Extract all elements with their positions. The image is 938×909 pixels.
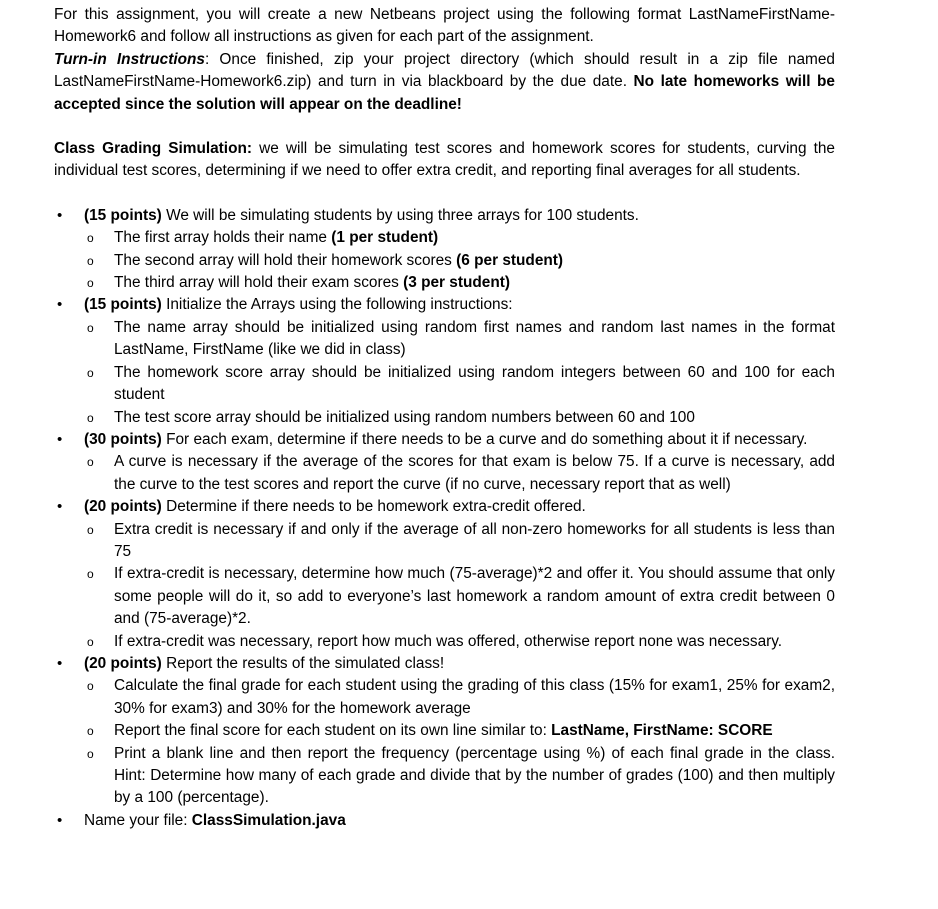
sub-item	[87, 519, 835, 564]
requirement-item-filename	[57, 810, 835, 832]
requirement-item-initialize	[57, 294, 835, 428]
sub-item	[87, 272, 835, 294]
late-policy-warning: No late homeworks will be accepted since the solution will appear on the deadline!	[54, 73, 835, 113]
intro-paragraph	[54, 4, 835, 116]
sub-item-bold: (6 per student)	[456, 251, 564, 269]
class-description-label: Class Grading Simulation:	[54, 140, 253, 158]
requirement-text: Name your file:	[84, 811, 192, 829]
circle-glyph: o	[87, 320, 94, 335]
requirement-points: (20 points)	[84, 498, 162, 516]
sub-item-text: A curve is necessary if the average of the scores for that exam is below 75. If a curve is necessary, add the curve to the test scores and report the curve (if no curve, necessary report that as well)	[114, 453, 835, 493]
sub-item	[87, 631, 835, 653]
sub-item	[87, 563, 835, 630]
circle-glyph: o	[87, 365, 94, 380]
sub-item	[87, 451, 835, 496]
circle-glyph: o	[87, 679, 94, 694]
turnin-label: Turn-in Instructions	[54, 50, 205, 68]
bullet-glyph: •	[57, 654, 63, 672]
circle-glyph: o	[87, 724, 94, 739]
circle-glyph: o	[87, 746, 94, 761]
sub-list	[84, 675, 835, 809]
sub-item	[87, 227, 835, 249]
bullet-glyph: •	[57, 498, 63, 516]
sub-item-text: If extra-credit is necessary, determine how much (75-average)*2 and offer it. You should assume that only some people will do it, so add to everyone’s last homework a random amount of extra credit between 0 and (75-average)*2.	[114, 565, 835, 628]
sub-item-text: Calculate the final grade for each student using the grading of this class (15% for exam1, 25% for exam2, 30% for exam3) and 30% for the homework average	[114, 677, 835, 717]
sub-item-bold: LastName, FirstName: SCORE	[551, 722, 773, 740]
sub-item	[87, 407, 835, 429]
circle-glyph: o	[87, 567, 94, 582]
bullet-glyph: •	[57, 296, 63, 314]
requirement-item-report	[57, 653, 835, 810]
bullet-glyph: •	[57, 206, 63, 224]
sub-item	[87, 317, 835, 362]
sub-list	[84, 451, 835, 496]
requirement-points: (30 points)	[84, 430, 162, 448]
sub-item-text: If extra-credit was necessary, report how much was offered, otherwise report none was necessary.	[114, 632, 783, 650]
requirement-points: (15 points)	[84, 296, 162, 314]
requirement-item-curve	[57, 429, 835, 496]
requirement-points: (20 points)	[84, 654, 162, 672]
circle-glyph: o	[87, 231, 94, 246]
circle-glyph: o	[87, 253, 94, 268]
requirement-text: For each exam, determine if there needs to be a curve and do something about it if necessary.	[161, 430, 808, 448]
requirements-list	[54, 205, 835, 832]
assignment-content	[54, 4, 835, 832]
sub-item-text: The name array should be initialized using random first names and random last names in the format LastName, FirstName (like we did in class)	[114, 318, 835, 359]
requirement-text: We will be simulating students by using three arrays for 100 students.	[161, 206, 639, 224]
sub-item-bold: (1 per student)	[331, 229, 439, 247]
intro-text-2: : Once finished, zip your project directory (which should result in a zip file named LastNameFirstName-Homework6.zip) and turn in via blackboard by the due date.	[54, 50, 835, 91]
sub-item	[87, 743, 835, 810]
sub-item-text: The second array will hold their homework scores	[114, 251, 457, 269]
requirement-points: (15 points)	[84, 206, 162, 224]
circle-glyph: o	[87, 522, 94, 537]
sub-item-text: The first array holds their name	[114, 229, 332, 247]
requirement-text: Initialize the Arrays using the following instructions:	[161, 296, 513, 314]
sub-item-text: The third array will hold their exam scores	[114, 274, 404, 292]
sub-item	[87, 250, 835, 272]
sub-item	[87, 720, 835, 742]
sub-item-bold: (3 per student)	[403, 274, 510, 292]
sub-item-text: Report the final score for each student on its own line similar to:	[114, 722, 552, 740]
circle-glyph: o	[87, 634, 94, 649]
class-description-paragraph	[54, 138, 835, 183]
circle-glyph: o	[87, 455, 94, 470]
sub-list	[84, 519, 835, 653]
sub-item-text: Extra credit is necessary if and only if the average of all non-zero homeworks for all students is less than 75	[114, 520, 835, 560]
requirement-item-arrays	[57, 205, 835, 295]
sub-item-text: Print a blank line and then report the frequency (percentage using %) of each final grade in the class. Hint: Determine how many of each grade and divide that by the number of grades (100) and then multiply by a 100 (percentage).	[114, 744, 835, 807]
sub-list	[84, 317, 835, 429]
sub-list	[84, 227, 835, 294]
sub-item	[87, 675, 835, 720]
circle-glyph: o	[87, 276, 94, 291]
sub-item	[87, 362, 835, 407]
requirement-item-extra-credit	[57, 496, 835, 653]
file-name: ClassSimulation.java	[191, 811, 346, 829]
requirement-text: Report the results of the simulated class!	[161, 654, 445, 672]
bullet-glyph: •	[57, 430, 63, 448]
circle-glyph: o	[87, 410, 94, 425]
sub-item-text: The homework score array should be initialized using random integers between 60 and 100 for each student	[114, 363, 835, 404]
requirement-text: Determine if there needs to be homework extra-credit offered.	[161, 498, 586, 516]
sub-item-text: The test score array should be initialized using random numbers between 60 and 100	[114, 408, 695, 426]
intro-text-1: For this assignment, you will create a new Netbeans project using the following format LastNameFirstName-Homework6 and follow all instructions as given for each part of the assignment.	[54, 6, 835, 46]
class-description-text: we will be simulating test scores and homework scores for students, curving the individual test scores, determining if we need to offer extra credit, and reporting final averages for all students.	[54, 140, 835, 180]
bullet-glyph: •	[57, 811, 63, 829]
